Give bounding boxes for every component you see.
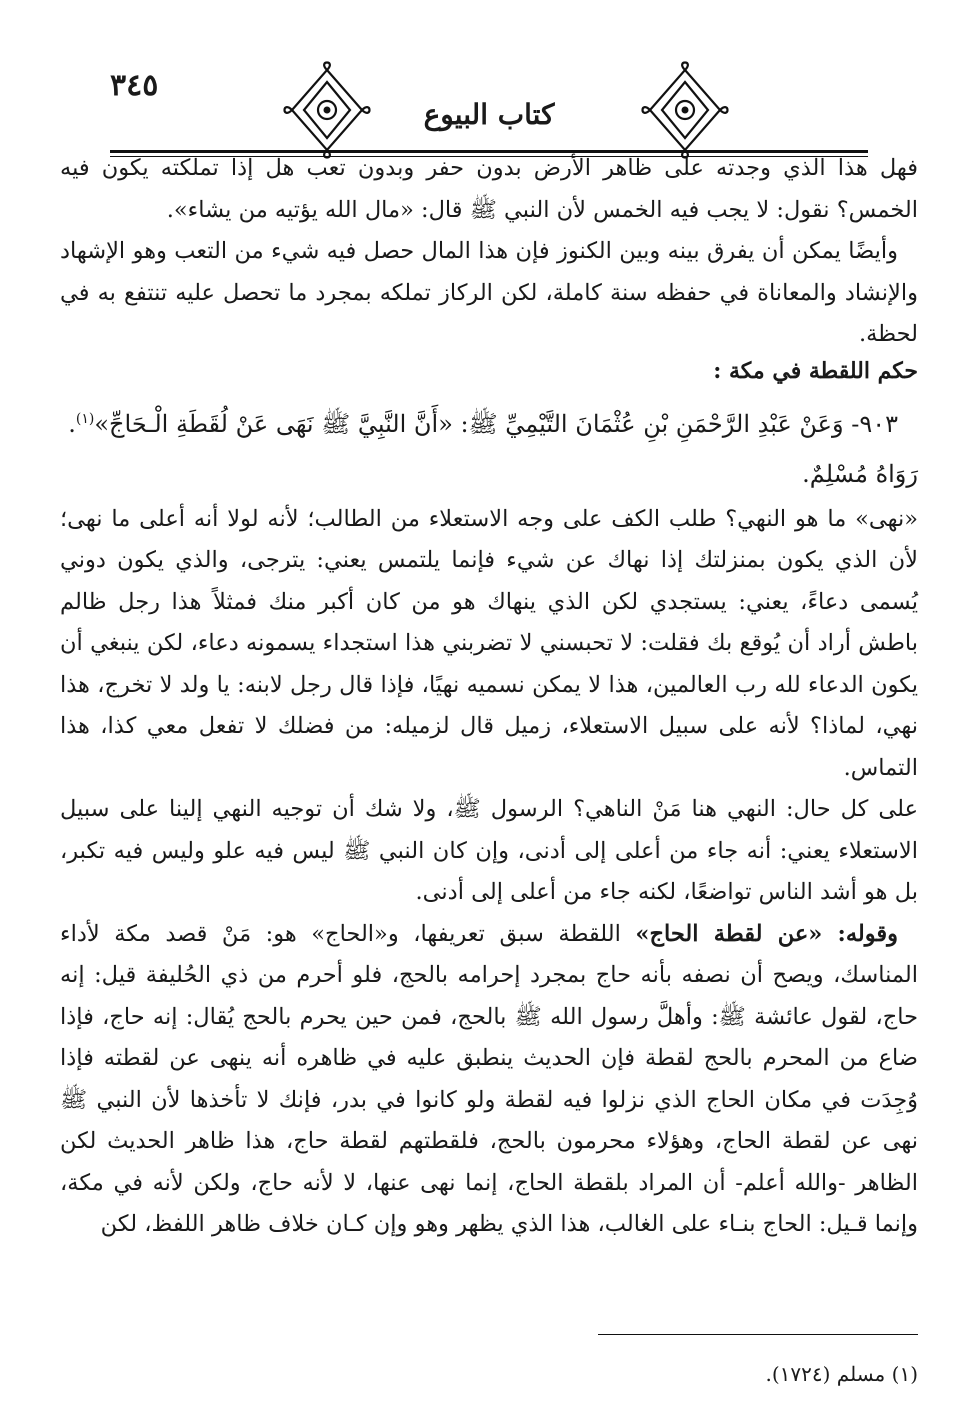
paragraph-4: على كل حال: النهي هنا مَنْ الناهي؟ الرسول ﷺ، ولا شك أن توجيه النهي إلينا على سبيل الاستعلاء يعني: أنه جاء من أعلى إلى أدنى، وإن كان النبي ﷺ ليس فيه علو وليس فيه تكبر، بل هو أشد الناس تواضعًا، لكنه جاء من أعلى إلى أدنى.	[60, 796, 918, 905]
hadith-body: ٩٠٣- وَعَنْ عَبْدِ الرَّحْمَنِ بْنِ عُثْمَانَ التَّيْمِيِّ ﷺ: «أَنَّ النَّبِيَّ ﷺ نَهَى عَنْ لُقَطَةِ الْـحَاجِّ»	[94, 409, 898, 438]
paragraph-5	[60, 914, 918, 1246]
book-title: كتاب البيوع	[423, 98, 555, 131]
paragraph-3: «نهى» ما هو النهي؟ طلب الكف على وجه الاستعلاء من الطالب؛ لأنه لولا أنه أعلى ما نهى؛ لأن الذي يكون بمنزلتك إذا نهاك عن شيء فإنما يلتمس يعني: يترجى، والذي يكون دوني يُسمى دعاءً، يعني: يستجدي لكن الذي ينهاك هو من كان أكبر منك فمثلاً هذا رجل ظالم باطش أراد أن يُوقع بك فقلت: لا تحبسني لا تضربني هذا استجداء يسمونه دعاء، لكن ينبغي أن يكون الدعاء لله رب العالمين، هذا لا يمكن نسميه نهيًا، فإذا قال رجل لابنه: يا ولد لا تخرج، هذا نهي، لماذا؟ لأنه على سبيل الاستعلاء، زميل قال لزميله: من فضلك لا تفعل معي كذا، هذا التماس.	[60, 505, 918, 781]
hadith-text: ٩٠٣- وَعَنْ عَبْدِ الرَّحْمَنِ بْنِ عُثْمَانَ التَّيْمِيِّ ﷺ: «أَنَّ النَّبِيَّ ﷺ نَهَى عَنْ لُقَطَةِ الْـحَاجِّ»$^{(١)}$. رَوَاهُ مُسْلِمٌ.	[68, 409, 918, 488]
hadith-source: رَوَاهُ مُسْلِمٌ.	[802, 459, 918, 488]
page-content	[60, 148, 918, 1246]
paragraph-2: وأيضًا يمكن أن يفرق بينه وبين الكنوز فإن هذا المال حصل فيه شيء من التعب وهو الإشهاد والإنشاد والمعاناة في حفظه سنة كاملة، لكن الركاز تملكه بمجرد ما تحصل عليه تنتفع به في لحظة.	[60, 238, 918, 347]
paragraph-5-body: اللقطة سبق تعريفها، و«الحاج» هو: مَنْ قصد مكة لأداء المناسك، ويصح أن نصفه بأنه حاج بمجرد إحرامه بالحج، فلو أحرم من ذي الحُليفة قيل: إنه حاج، لقول عائشة ﷺ: وأهلَّ رسول الله ﷺ بالحج، فمن حين يحرم بالحج يُقال: إنه حاج، فإذا ضاع من المحرم بالحج لقطة فإن الحديث ينطبق عليه في ظاهره أنه ينهى عن لقطته فإذا وُجِدَت في مكان الحاج الذي نزلوا فيه لقطة ولو كانوا في بدر، فإنك لا تأخذها لأن النبي ﷺ نهى عن لقطة الحاج، وهؤلاء محرمون بالحج، فلقطتهم لقطة حاج، هذا ظاهر الحديث لكن الظاهر -والله أعلم- أن المراد بلقطة الحاج، إنما نهى عنها، لا لأنه حاج، ولكن لأنه في مكة، وإنما قـيل: الحاج بنـاء على الغالب، هذا الذي يظهر وهو وإن كـان خلاف ظاهر اللفظ، لكن	[60, 920, 919, 1237]
footnote: (١) مسلم (١٧٢٤).	[765, 1362, 918, 1386]
paragraph-1: فهل هذا الذي وجدته على ظاهر الأرض بدون حفر وبدون تعب هل إذا تملكته يكون فيه الخمس؟ نقول: لا يجب فيه الخمس لأن النبي ﷺ قال: «مال الله يؤتيه من يشاء».	[60, 155, 918, 223]
section-heading: حكم اللقطة في مكة :	[713, 357, 918, 384]
page-header	[60, 60, 918, 160]
page-number: ٣٤٥	[110, 68, 159, 103]
right-ornament-icon	[640, 60, 730, 160]
footnote-rule	[598, 1334, 918, 1335]
footnote-reference: (١)	[75, 410, 95, 427]
paragraph-5-lead: وقوله: «عن لقطة الحاج»	[635, 920, 898, 947]
